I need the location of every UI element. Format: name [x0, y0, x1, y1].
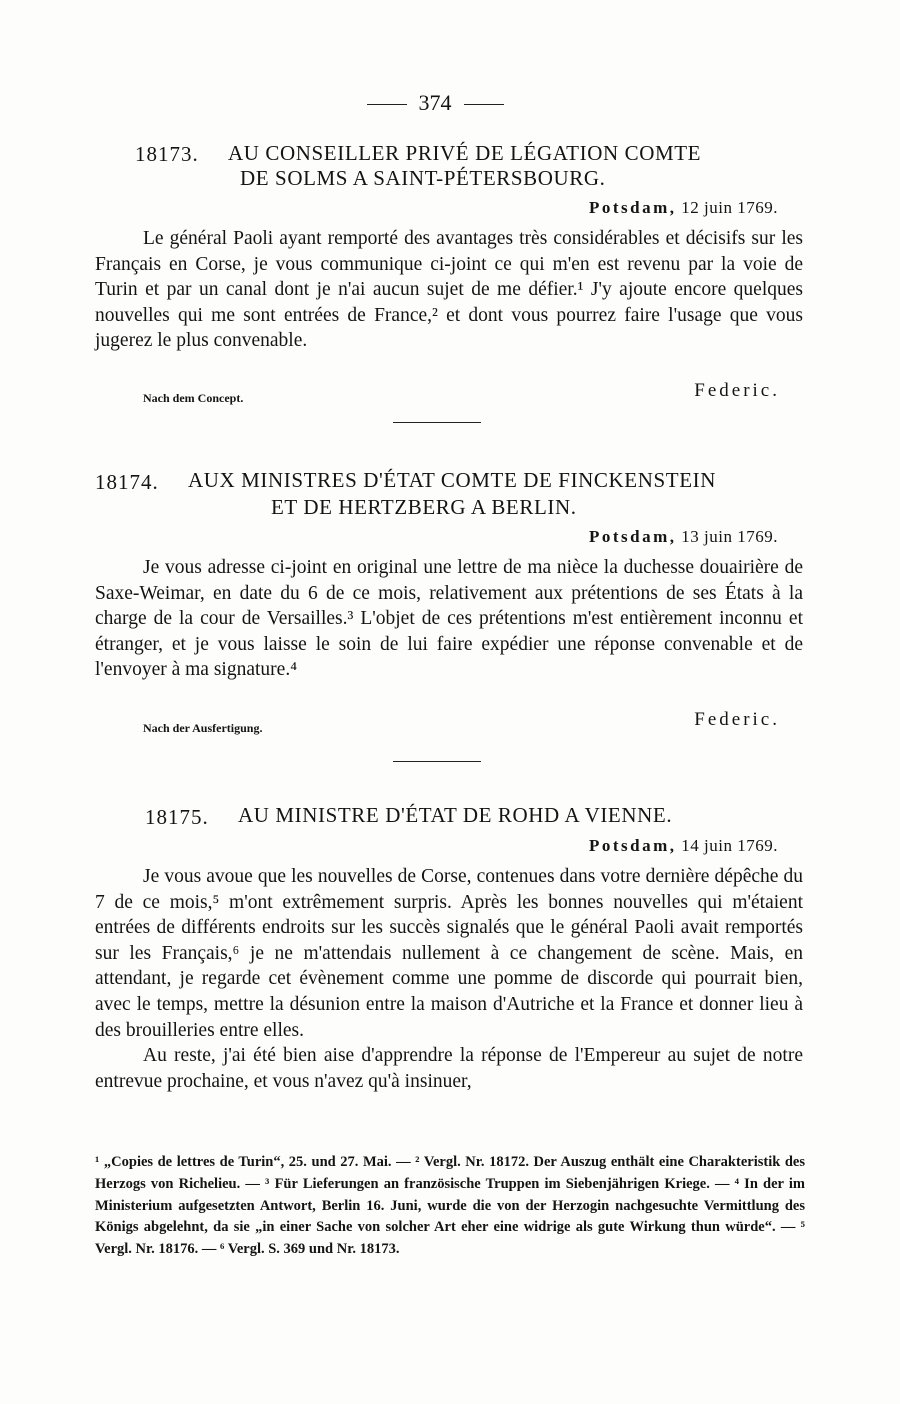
- letter-paragraph: Au reste, j'ai été bien aise d'apprendre la réponse de l'Empereur au sujet de notre entrevue prochaine, et vous n'avez qu'à insinuer,: [95, 1045, 803, 1092]
- dateline-date: 12 juin 1769.: [681, 198, 778, 217]
- dash-left: [367, 104, 407, 105]
- page-number-line: [0, 90, 870, 116]
- letter-number: 18174.: [95, 470, 159, 494]
- signature: Federic.: [694, 380, 780, 401]
- page-number: 374: [418, 90, 452, 115]
- letter-heading: AU MINISTRE D'ÉTAT DE ROHD A VIENNE.: [238, 803, 673, 827]
- letter-paragraph: Je vous avoue que les nouvelles de Corse, contenues dans votre dernière dépêche du 7 de ce mois,⁵ m'ont extrêmement surpris. Après les bonnes nouvelles qui m'étaient entrées de différents endroits sur les succès signalés que le général Paoli avait remportés sur les Français,⁶ je ne m'attendais nullement à ce changement de scène. Mais, en attendant, je regarde cet évènement comme une pomme de discorde qui pourrait bien, avec le temps, mettre la désunion entre la maison d'Autriche et la France et donner lieu à des brouilleries entre elles.: [95, 866, 803, 1041]
- letter-heading: AU CONSEILLER PRIVÉ DE LÉGATION COMTE: [228, 141, 702, 165]
- dateline-place: Potsdam,: [589, 198, 677, 217]
- section-divider: [393, 422, 481, 423]
- footnotes: [95, 1152, 805, 1261]
- signature: Federic.: [694, 709, 780, 730]
- letter-number: 18175.: [145, 805, 209, 829]
- source-note: Nach dem Concept.: [143, 391, 244, 405]
- section-divider: [393, 761, 481, 762]
- letter-body: [95, 226, 803, 354]
- letter-number: 18173.: [135, 142, 199, 166]
- letter-body: [95, 864, 803, 1094]
- dateline: [589, 836, 778, 856]
- letter-heading-cont: ET DE HERTZBERG A BERLIN.: [271, 495, 577, 519]
- letter-body: [95, 555, 803, 683]
- dateline: [589, 527, 778, 547]
- letter-paragraph: Le général Paoli ayant remporté des avantages très considérables et décisifs sur les Français en Corse, je vous communique ci-joint ce qui m'en est revenu par la voie de Turin et par un canal dont je n'ai aucun sujet de me défier.¹ J'y ajoute encore quelques nouvelles qui me sont entrées de France,² et dont vous pourrez faire l'usage que vous jugerez le plus convenable.: [95, 228, 803, 352]
- letter-paragraph: Je vous adresse ci-joint en original une lettre de ma nièce la duchesse douairière de Saxe-Weimar, en date du 6 de ce mois, relativement aux prétentions de ses États à la charge de la cour de Versailles.³ L'objet de ces prétentions m'est entièrement inconnu et étranger, et je vous laisse le soin de lui faire expédier une réponse convenable et de l'envoyer à ma signature.⁴: [95, 557, 803, 681]
- letter-heading: AUX MINISTRES D'ÉTAT COMTE DE FINCKENSTEIN: [188, 468, 716, 492]
- dateline-place: Potsdam,: [589, 527, 677, 546]
- dateline: [589, 198, 778, 218]
- source-note: Nach der Ausfertigung.: [143, 721, 263, 735]
- dateline-date: 13 juin 1769.: [681, 527, 778, 546]
- dash-right: [464, 104, 504, 105]
- letter-heading-cont: DE SOLMS A SAINT-PÉTERSBOURG.: [240, 166, 606, 190]
- dateline-date: 14 juin 1769.: [681, 836, 778, 855]
- footnote-text: ¹ „Copies de lettres de Turin“, 25. und 27. Mai. — ² Vergl. Nr. 18172. Der Auszug enthält eine Charakteristik des Herzogs von Richelieu. — ³ Für Lieferungen an französische Truppen im Siebenjährigen Kriege. — ⁴ In der im Ministerium aufgesetzten Antwort, Berlin 16. Juni, wurde die von der Herzogin nachgesuchte Vermittlung des Königs abgelehnt, da sie „in einer Sache von solcher Art eher eine widrige als gute Wirkung thun würde“. — ⁵ Vergl. Nr. 18176. — ⁶ Vergl. S. 369 und Nr. 18173.: [95, 1154, 805, 1258]
- dateline-place: Potsdam,: [589, 836, 677, 855]
